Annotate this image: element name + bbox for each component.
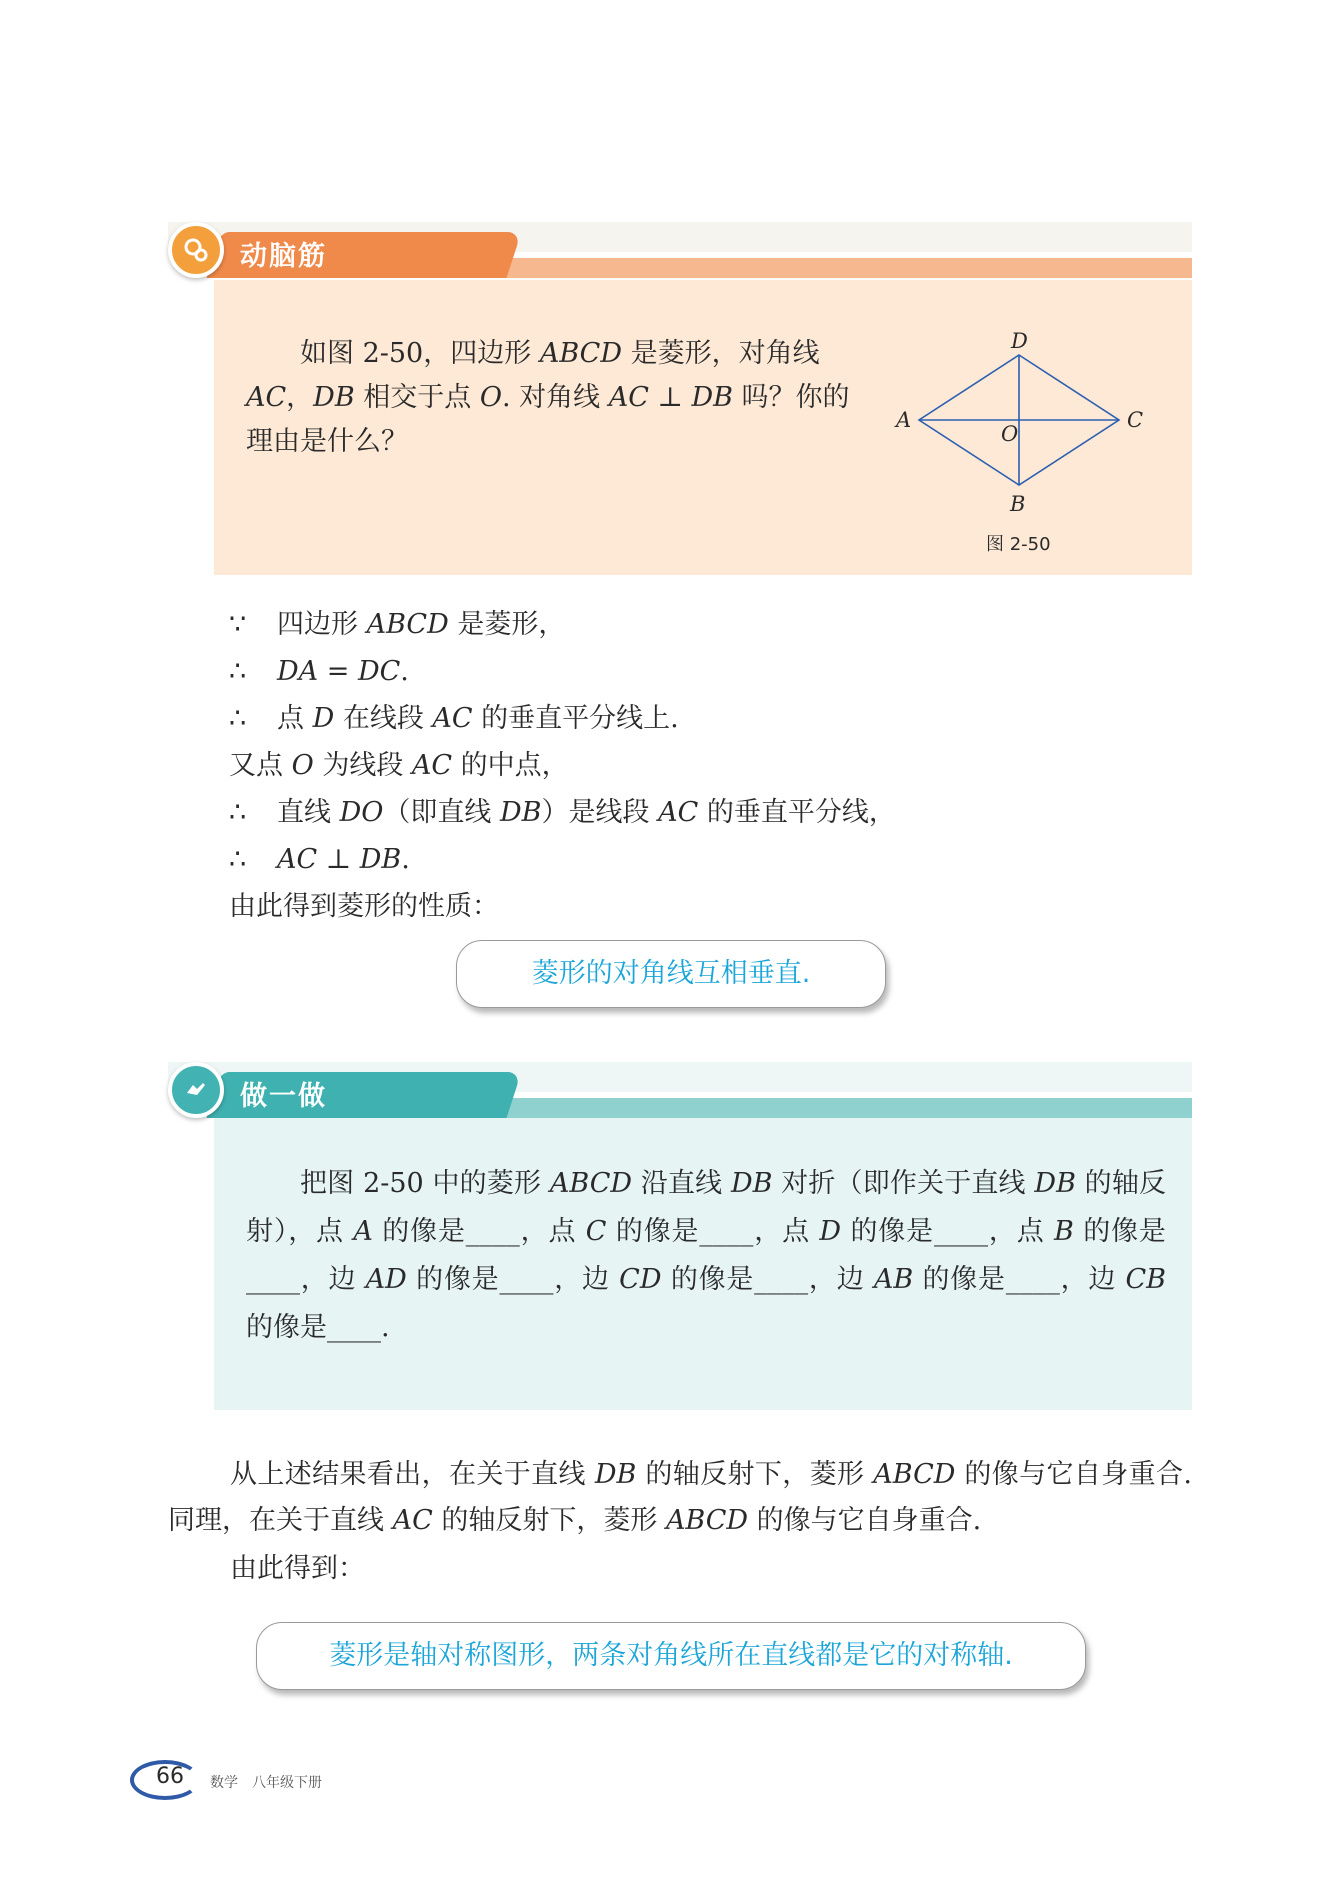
rhombus-figure [874,300,1174,570]
conclusion-lead: 由此得到： [230,1553,365,1584]
answer-blank[interactable]: ____ [934,1216,988,1247]
doit-section-title: 做一做 [240,1081,327,1112]
label-c: C [1127,408,1144,432]
proof-line: 又点 O 为线段 AC 的中点， [229,750,569,781]
label-a: A [896,408,912,432]
think-panel [214,280,1192,575]
label-d: D [1011,329,1028,353]
hands-icon [168,1062,224,1118]
doit-text: 把图 2-50 中的菱形 ABCD 沿直线 DB 对折（即作关于直线 DB 的轴反射），点 A 的像是____，点 C 的像是____，点 D 的像是____，点 B 的像是____，边 AD 的像是____，边 CD 的像是____，边 AB 的像是____，边 CB 的像是____. [246,1168,1167,1343]
proof-line: ∴ 点 D 在线段 AC 的垂直平分线上. [229,703,679,734]
doit-panel [214,1118,1192,1410]
conclusion-paragraph: 从上述结果看出，在关于直线 DB 的轴反射下，菱形 ABCD 的像与它自身重合. 同理，在关于直线 AC 的轴反射下，菱形 ABCD 的像与它自身重合. [168,1459,1193,1536]
think-section-header [168,222,1192,280]
proof-line: ∴ AC ⊥ DB. [229,844,410,875]
answer-blank[interactable]: ____ [246,1264,300,1295]
figure-caption: 图 2-50 [986,534,1051,555]
property-box-diagonals: 菱形的对角线互相垂直. [456,940,886,1008]
answer-blank[interactable]: ____ [327,1312,381,1343]
gears-icon [168,222,224,278]
proof-line: ∴ 直线 DO（即直线 DB）是线段 AC 的垂直平分线， [229,797,896,828]
think-section-title: 动脑筋 [240,241,327,272]
answer-blank[interactable]: ____ [499,1264,554,1295]
answer-blank[interactable]: ____ [699,1216,754,1247]
answer-blank[interactable]: ____ [465,1216,520,1247]
proof-line: 由此得到菱形的性质： [229,891,499,922]
answer-blank[interactable]: ____ [1005,1264,1060,1295]
page-number: 66 [130,1760,202,1800]
proof-line: ∵ 四边形 ABCD 是菱形， [229,609,566,640]
book-label: 数学 八年级下册 [210,1775,322,1791]
problem-text: 如图 2-50，四边形 ABCD 是菱形，对角线 AC，DB 相交于点 O. 对角线 AC ⊥ DB 吗？你的理由是什么？ [246,338,850,457]
answer-blank[interactable]: ____ [754,1264,809,1295]
proof-line: ∴ DA = DC. [229,656,409,687]
property-box-symmetry: 菱形是轴对称图形，两条对角线所在直线都是它的对称轴. [256,1622,1086,1690]
doit-section-header [168,1062,1192,1120]
label-o: O [1001,422,1019,446]
label-b: B [1010,492,1026,516]
